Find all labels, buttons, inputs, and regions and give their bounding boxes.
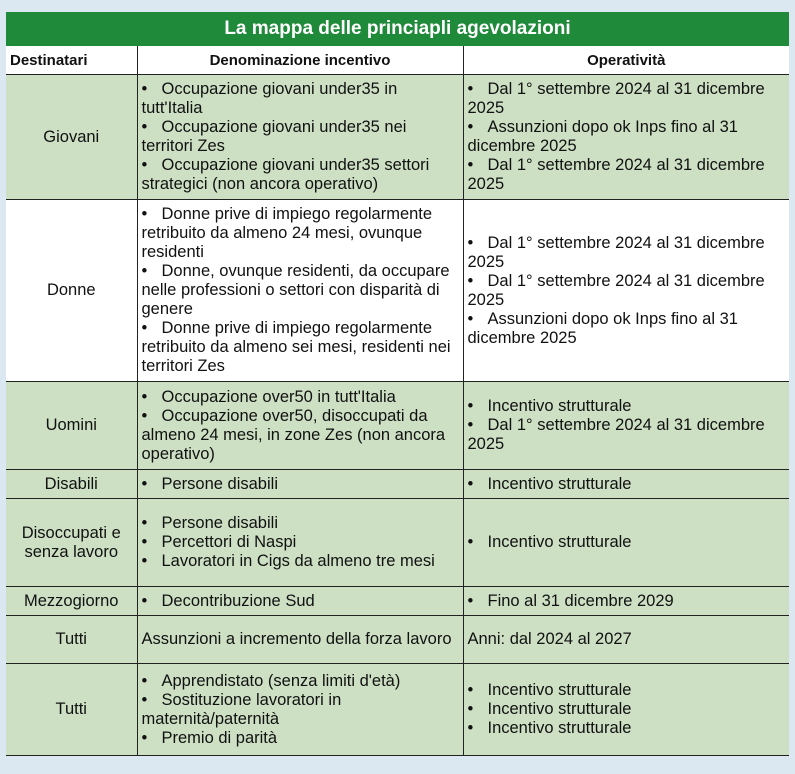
incentive-cell [137,470,463,499]
list-item: • Incentivo strutturale [467,397,632,415]
table-row [6,664,789,756]
list-item: • Persone disabili [141,474,278,493]
dest-cell: Tutti [6,664,137,756]
list-item: • Occupazione over50, disoccupati da almeno 24 mesi, in zone Zes (non ancora operativo) [141,406,446,463]
incentive-cell [137,200,463,382]
list-item: • Persone disabili [141,514,278,532]
incentive-cell [137,587,463,616]
operativity-cell [463,382,789,470]
list-item: • Dal 1° settembre 2024 al 31 dicembre 2025 [467,156,765,193]
list-item: • Incentivo strutturale [467,719,632,737]
incentives-table [6,46,789,756]
list-item: • Donne, ovunque residenti, da occupare nelle professioni o settori con disparità di genere [141,262,450,318]
incentive-cell [137,75,463,200]
table-title: La mappa delle princiapli agevolazioni [6,12,789,46]
table-row [6,616,789,664]
incentive-cell [137,382,463,470]
incentive-cell: Assunzioni a incremento della forza lavoro [137,616,463,664]
list-item: • Decontribuzione Sud [141,591,315,610]
incentive-cell [137,499,463,587]
operativity-cell [463,470,789,499]
list-item: • Lavoratori in Cigs da almeno tre mesi [141,552,435,570]
header-row [6,46,789,75]
list-item: • Incentivo strutturale [467,474,632,493]
list-item: • Dal 1° settembre 2024 al 31 dicembre 2025 [467,80,765,117]
table-row [6,499,789,587]
operativity-cell [463,200,789,382]
list-item: • Dal 1° settembre 2024 al 31 dicembre 2025 [467,271,765,309]
operativity-cell [463,664,789,756]
list-item: • Incentivo strutturale [467,533,632,551]
operativity-cell [463,587,789,616]
header-destinatari: Destinatari [6,46,137,75]
list-item: • Apprendistato (senza limiti d'età) [141,671,401,690]
dest-cell: Giovani [6,75,137,200]
list-item: • Percettori di Naspi [141,533,297,551]
list-item: • Incentivo strutturale [467,681,632,699]
list-item: • Incentivo strutturale [467,700,632,718]
dest-cell: Donne [6,200,137,382]
list-item: • Assunzioni dopo ok Inps fino al 31 dicembre 2025 [467,118,738,155]
list-item: • Assunzioni dopo ok Inps fino al 31 dicembre 2025 [467,309,738,347]
operativity-cell [463,75,789,200]
list-item: • Donne prive di impiego regolarmente retribuito da almeno 24 mesi, ovunque residenti [141,205,433,261]
list-item: • Occupazione giovani under35 in tutt'Italia [141,80,398,117]
list-item: • Occupazione over50 in tutt'Italia [141,387,396,406]
list-item: • Dal 1° settembre 2024 al 31 dicembre 2025 [467,233,765,271]
dest-cell: Uomini [6,382,137,470]
table-row [6,75,789,200]
list-item: • Donne prive di impiego regolarmente retribuito da almeno sei mesi, residenti nei territori Zes [141,319,451,375]
dest-cell: Tutti [6,616,137,664]
table-row [6,200,789,382]
table-row [6,382,789,470]
list-item: • Sostituzione lavoratori in maternità/paternità [141,690,342,728]
dest-cell: Mezzogiorno [6,587,137,616]
header-operativita: Operatività [463,46,789,75]
infographic [6,12,789,756]
list-item: • Occupazione giovani under35 nei territori Zes [141,118,407,155]
list-item: • Premio di parità [141,728,278,747]
operativity-cell [463,499,789,587]
dest-cell: Disoccupati e senza lavoro [6,499,137,587]
table-row [6,587,789,616]
table-row [6,470,789,499]
operativity-cell: Anni: dal 2024 al 2027 [463,616,789,664]
list-item: • Occupazione giovani under35 settori strategici (non ancora operativo) [141,156,430,193]
header-denominazione: Denominazione incentivo [137,46,463,75]
list-item: • Dal 1° settembre 2024 al 31 dicembre 2025 [467,416,765,453]
dest-cell: Disabili [6,470,137,499]
list-item: • Fino al 31 dicembre 2029 [467,591,674,610]
incentive-cell [137,664,463,756]
